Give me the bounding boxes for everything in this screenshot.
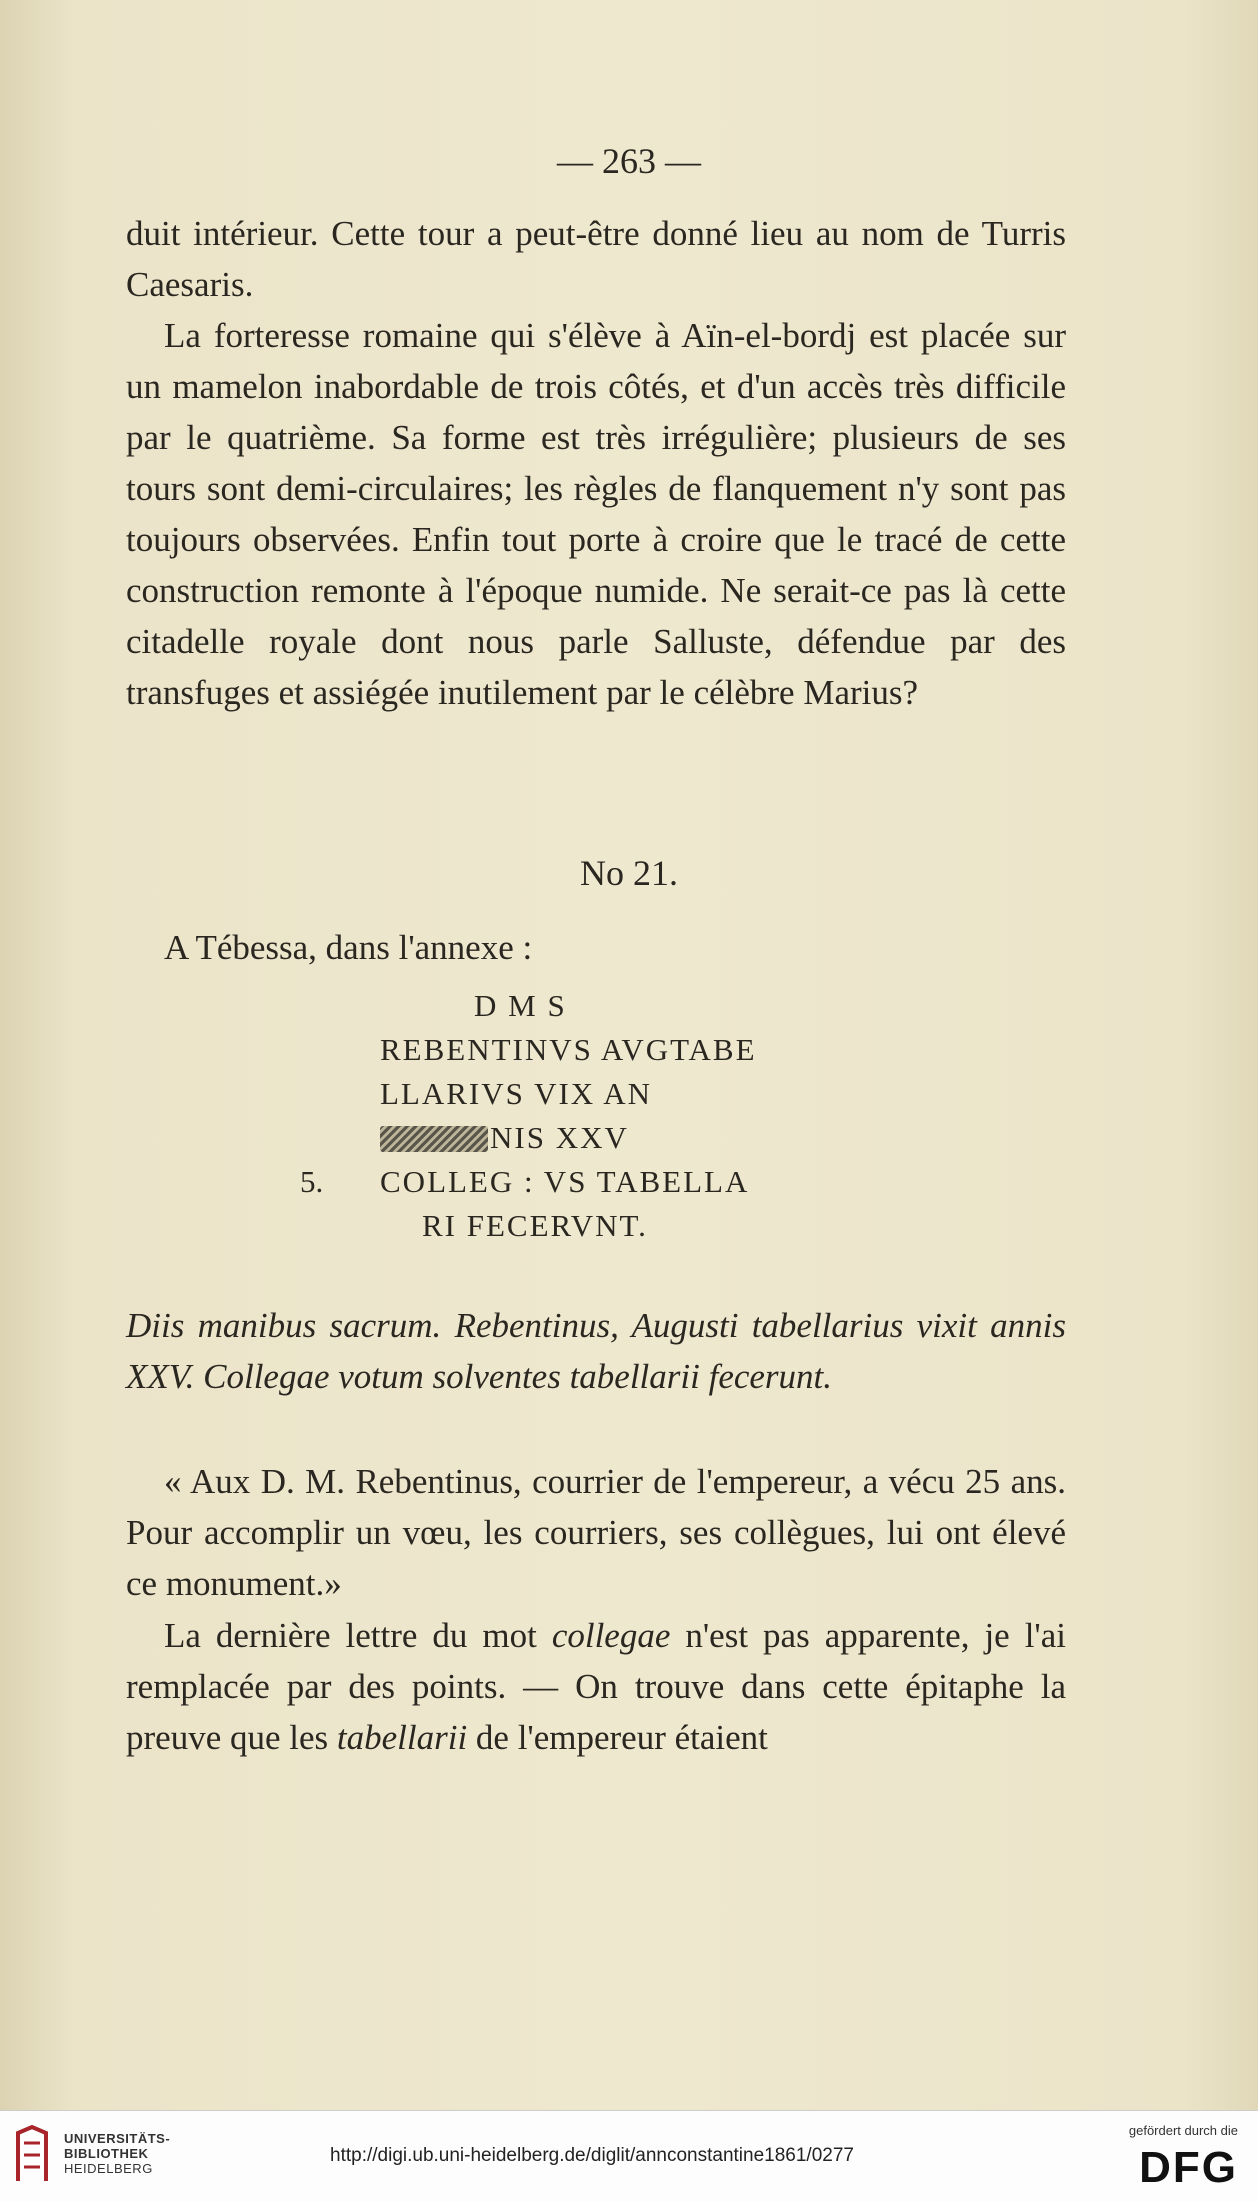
paragraph-5 bbox=[126, 1610, 1066, 1763]
section-number: No 21. bbox=[580, 853, 678, 893]
paragraph-5-part-1: La dernière lettre du mot bbox=[164, 1616, 552, 1655]
library-name bbox=[64, 2131, 170, 2176]
paragraph-2: La forteresse romaine qui s'élève à Aïn-el-bordj est placée sur un mamelon inabordable de trois côtés, et d'un accès très difficile par le quatrième. Sa forme est très irrégulière; plusieurs de ses tours sont demi-circulaires; les règles de flanquement n'y sont pas toujours observées. Enfin tout porte à croire que le tracé de cette construction remonte à l'époque numide. Ne serait-ce pas là cette citadelle royale dont nous parle Salluste, défendue par des transfuges et assiégée inutilement par le célèbre Marius? bbox=[126, 316, 1066, 712]
damaged-stone-glyph bbox=[380, 1126, 488, 1152]
inscription-line-2: REBENTINVS AVGTABE bbox=[380, 1032, 757, 1067]
inscription-line-number: 5. bbox=[300, 1164, 324, 1199]
inscription-line-4-text: NIS XXV bbox=[490, 1120, 629, 1155]
funded-by-label: gefördert durch die bbox=[1128, 2123, 1238, 2138]
paragraph-1: duit intérieur. Cette tour a peut-être donné lieu au nom de Turris Caesaris. bbox=[126, 214, 1066, 304]
library-name-line-3: HEIDELBERG bbox=[64, 2161, 153, 2176]
library-name-line-1: UNIVERSITÄTS- bbox=[64, 2131, 171, 2146]
paragraph-5-part-3: de l'empereur étaient bbox=[467, 1718, 768, 1757]
annexe-line: A Tébessa, dans l'annexe : bbox=[164, 928, 533, 967]
paragraph-5-part-2: n'est pas apparente, je l'ai remplacée par des points. — On trouve dans cette épitaphe la preuve que les bbox=[126, 1616, 1066, 1757]
paragraph-5-word-tabellarii: tabellarii bbox=[336, 1718, 468, 1757]
inscription-line-3: LLARIVS VIX AN bbox=[380, 1076, 652, 1111]
footer-bar bbox=[0, 2110, 1258, 2202]
library-logo-icon bbox=[12, 2123, 52, 2187]
permalink-url[interactable]: http://digi.ub.uni-heidelberg.de/diglit/annconstantine1861/0277 bbox=[330, 2145, 854, 2166]
inscription-line-6: RI FECERVNT. bbox=[422, 1208, 648, 1243]
inscription-line-4 bbox=[380, 1120, 980, 1156]
paragraph-5-word-collegae: collegae bbox=[551, 1616, 671, 1655]
french-translation: « Aux D. M. Rebentinus, courrier de l'empereur, a vécu 25 ans. Pour accomplir un vœu, les courriers, ses collègues, lui ont élevé ce monument.» bbox=[126, 1462, 1066, 1603]
dfg-logo: DFG bbox=[1139, 2143, 1238, 2192]
latin-translation: Diis manibus sacrum. Rebentinus, Augusti tabellarius vixit annis XXV. Collegae votum solventes tabellarii fecerunt. bbox=[126, 1306, 1066, 1396]
inscription-line-5: COLLEG : VS TABELLA bbox=[380, 1164, 750, 1199]
page-number: — 263 — bbox=[557, 141, 701, 181]
library-name-line-2: BIBLIOTHEK bbox=[64, 2146, 149, 2161]
inscription-line-1: D M S bbox=[474, 988, 567, 1023]
